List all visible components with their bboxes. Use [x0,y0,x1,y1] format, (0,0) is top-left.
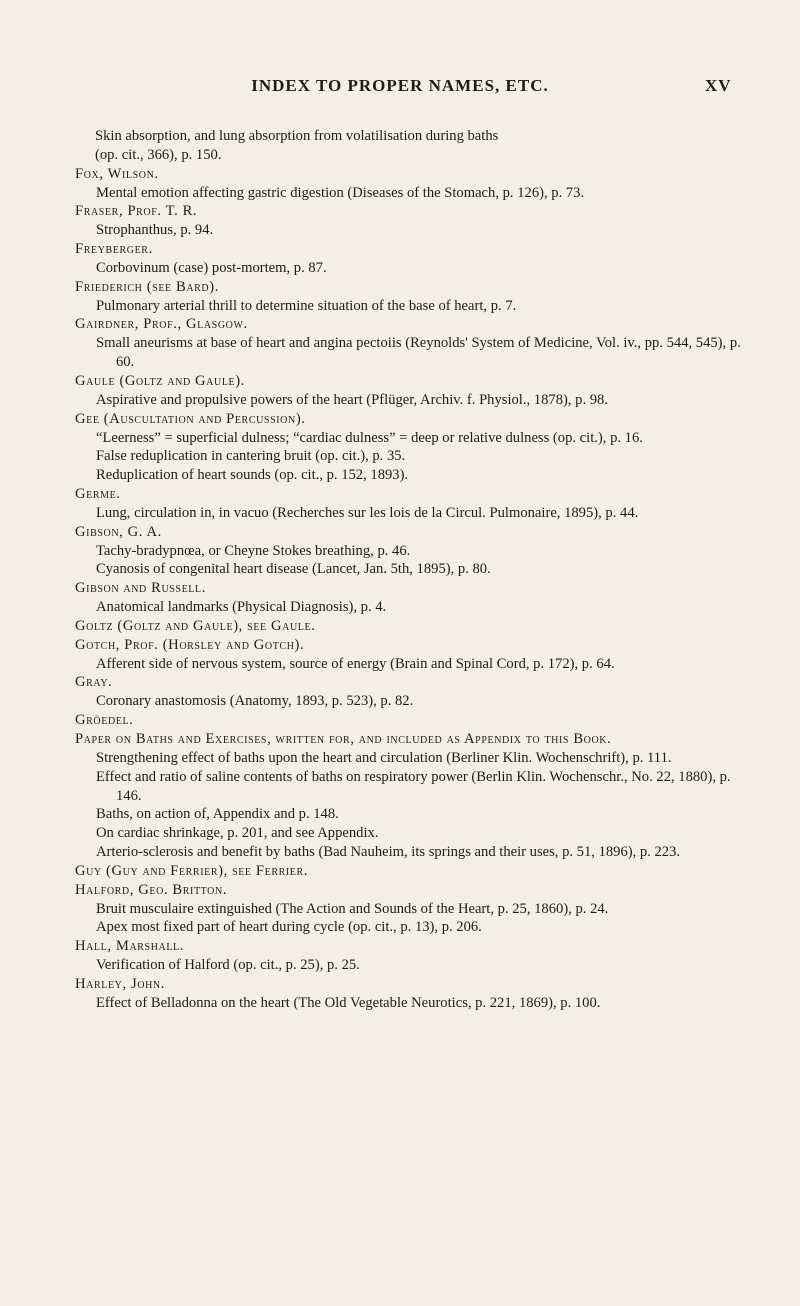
entry-heading: Paper on Baths and Exercises, written for, and included as Appendix to this Book. [75,731,612,747]
page-header [0,76,800,106]
index-entry [75,523,755,580]
index-entry [75,617,755,636]
entry-line: Effect of Belladonna on the heart (The Old Vegetable Neurotics, p. 221, 1869), p. 100. [96,994,601,1011]
entry-line: Apex most fixed part of heart during cycle (op. cit., p. 13), p. 206. [96,919,482,936]
index-entry [75,240,755,278]
entry-line: Effect and ratio of saline contents of baths on respiratory power (Berlin Klin. Wochenschr., No. 22, 1880), p. 146. [96,768,731,804]
entry-heading: Germe. [75,486,121,503]
entry-line: On cardiac shrinkage, p. 201, and see Appendix. [96,825,379,842]
index-entry [75,975,755,1013]
index-entry [75,937,755,975]
entry-heading: Harley, John. [75,975,165,992]
entry-line: Strophanthus, p. 94. [96,222,214,239]
entry-line: Small aneurisms at base of heart and angina pectoiis (Reynolds' System of Medicine, Vol. iv., pp. 544, 545), p. 60. [96,335,741,371]
entry-line: Afferent side of nervous system, source of energy (Brain and Spinal Cord, p. 172), p. 64. [96,655,615,672]
entry-heading: Gairdner, Prof., Glasgow. [75,316,248,333]
entry-heading: Freyberger. [75,241,153,258]
entry-line: Reduplication of heart sounds (op. cit., p. 152, 1893). [96,467,409,484]
running-title: INDEX TO PROPER NAMES, ETC. [251,76,549,95]
entry-heading: Gröedel. [75,712,134,729]
index-entry [75,485,755,523]
entry-line: Corbovinum (case) post-mortem, p. 87. [96,259,327,276]
entry-line: Cyanosis of congenital heart disease (Lancet, Jan. 5th, 1895), p. 80. [96,561,491,578]
index-entry [75,202,755,240]
entry-heading: Gibson and Russell. [75,580,206,597]
entry-line: Anatomical landmarks (Physical Diagnosis), p. 4. [96,599,387,616]
index-body [75,127,755,1013]
entry-line: “Leerness” = superficial dulness; “cardiac dulness” = deep or relative dulness (op. cit.), p. 16. [96,429,643,446]
index-entry [75,410,755,485]
index-entry [75,673,755,711]
entry-line: Lung, circulation in, in vacuo (Recherches sur les lois de la Circul. Pulmonaire, 1895), p. 44. [96,504,639,521]
entry-heading: Fox, Wilson. [75,165,159,182]
entry-heading: Gee (Auscultation and Percussion). [75,410,306,427]
entry-heading: Gibson, G. A. [75,523,162,540]
entry-heading: Gray. [75,674,113,691]
entry-line: Pulmonary arterial thrill to determine situation of the base of heart, p. 7. [96,297,517,314]
entry-line: Coronary anastomosis (Anatomy, 1893, p. 523), p. 82. [96,693,414,710]
entry-line: Strengthening effect of baths upon the heart and circulation (Berliner Klin. Wochenschrift), p. 111. [96,749,672,766]
index-entry [75,730,755,862]
index-entry [75,278,755,316]
entry-line: Verification of Halford (op. cit., p. 25), p. 25. [96,957,360,974]
index-entry [75,315,755,372]
index-entry [75,862,755,881]
entry-line: False reduplication in cantering bruit (op. cit.), p. 35. [96,448,406,465]
entry-line: Tachy-bradypnœa, or Cheyne Stokes breathing, p. 46. [96,542,411,559]
entry-heading: Fraser, Prof. T. R. [75,203,198,220]
index-entry [75,711,755,730]
index-entry [75,579,755,617]
entry-heading: Gaule (Goltz and Gaule). [75,372,245,389]
index-entry [75,636,755,674]
index-entry [75,372,755,410]
index-entry [75,881,755,938]
entry-line: Arterio-sclerosis and benefit by baths (Bad Nauheim, its springs and their uses, p. 51, 1896), p. 223. [96,844,681,861]
entry-line: Skin absorption, and lung absorption from volatilisation during baths (op. cit., 366), p. 150. [95,128,499,163]
entry-heading: Halford, Geo. Britton. [75,881,228,898]
page-number: XV [705,76,732,95]
entry-line: Baths, on action of, Appendix and p. 148. [96,806,339,823]
entry-heading: Friederich (see Bard). [75,278,219,295]
entry-line: Mental emotion affecting gastric digestion (Diseases of the Stomach, p. 126), p. 73. [96,184,585,201]
entry-heading: Goltz (Goltz and Gaule), see Gaule. [75,617,316,634]
entry-line: Bruit musculaire extinguished (The Action and Sounds of the Heart, p. 25, 1860), p. 24. [96,900,609,917]
entry-line: Aspirative and propulsive powers of the heart (Pflüger, Archiv. f. Physiol., 1878), p. 98. [96,391,608,408]
index-entry [75,127,755,165]
entry-heading: Hall, Marshall. [75,938,185,955]
entry-heading: Guy (Guy and Ferrier), see Ferrier. [75,862,309,879]
entry-heading: Gotch, Prof. (Horsley and Gotch). [75,636,305,653]
index-entry [75,165,755,203]
